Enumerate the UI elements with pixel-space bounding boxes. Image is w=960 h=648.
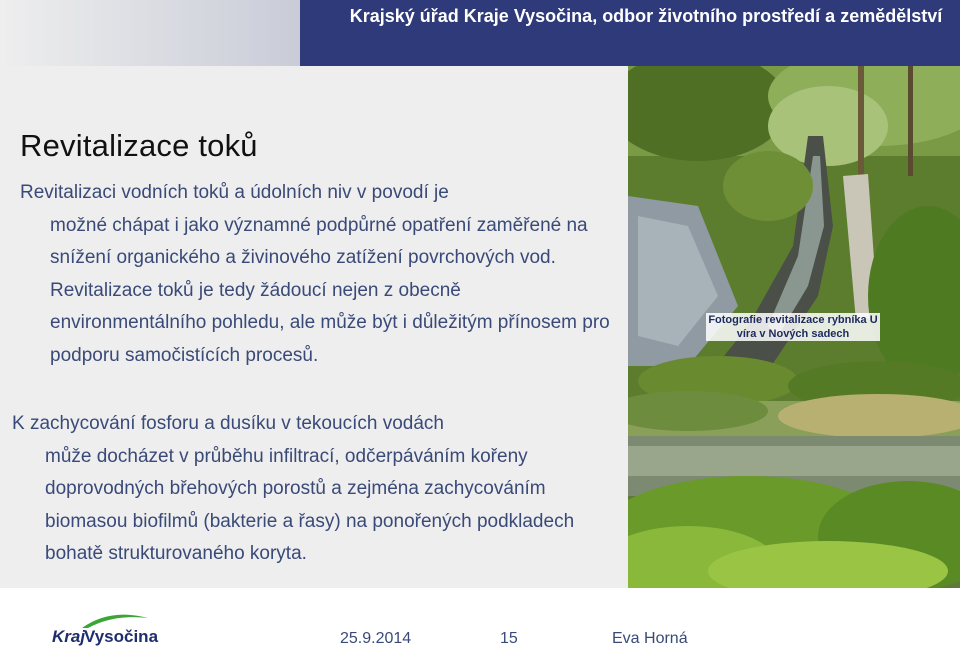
photo-caption: Fotografie revitalizace rybníka U víra v Nových sadech: [706, 313, 880, 341]
paragraph-revitalization: [20, 177, 620, 372]
header-title: Krajský úřad Kraje Vysočina, odbor životního prostředí a zemědělství: [349, 6, 943, 26]
paragraph-first-line: K zachycování fosforu a dusíku v tekoucích vodách: [12, 413, 444, 434]
footer-date: 25.9.2014: [340, 630, 412, 647]
header-gradient: [0, 0, 300, 66]
paragraph-first-line: Revitalizaci vodních toků a údolních niv v povodí je: [20, 182, 449, 203]
footer-author: Eva Horná: [612, 630, 688, 647]
paragraph-phosphorus: [12, 408, 622, 571]
slide-title: Revitalizace toků: [20, 128, 258, 163]
footer-page-number: 15: [500, 630, 518, 647]
paragraph-rest: možné chápat i jako významné podpůrné opatření zaměřené na snížení organického a živinového zatížení povrchových vod. Revitalizace toků je tedy žádoucí nejen z obecně environmentálního pohledu, ale může být i důležitým přínosem pro podporu samočistících procesů.: [50, 214, 610, 366]
header-bar: [300, 0, 960, 66]
paragraph-rest: může docházet v průběhu infiltrací, odčerpáváním kořeny doprovodných břehových porostů a zejména zachycováním biomasou biofilmů (bakterie a řasy) na ponořených podkladech bohatě strukturovaného koryta.: [45, 445, 575, 564]
logo-vysocina-text: Vysočina: [84, 627, 159, 646]
logo-kraj-text: Kraj: [52, 627, 86, 646]
kraj-vysocina-logo: [52, 612, 159, 646]
